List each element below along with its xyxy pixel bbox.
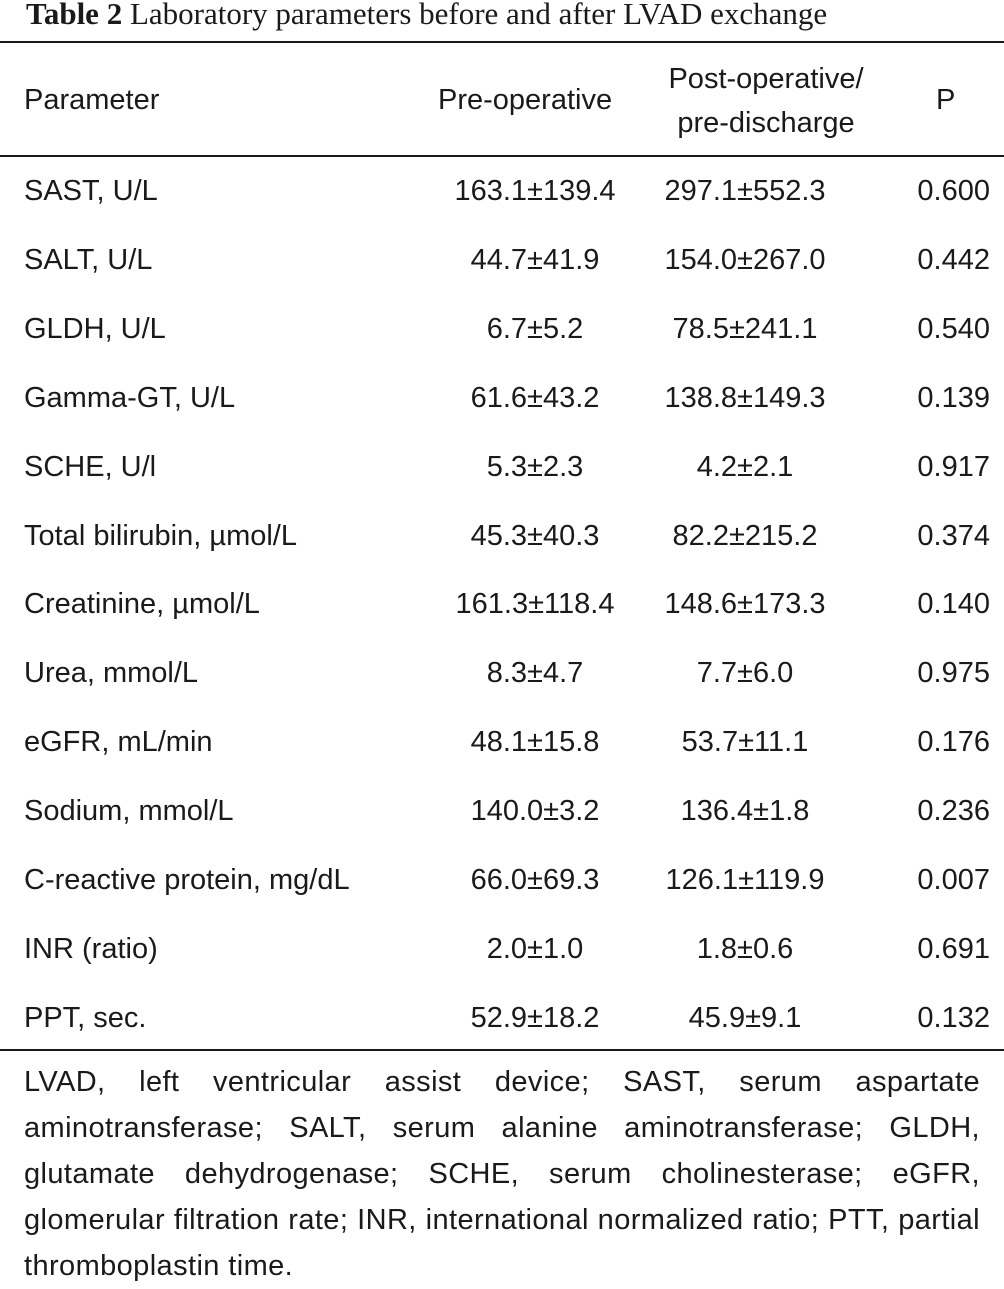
table-row (0, 433, 1004, 501)
table-row (0, 984, 1004, 1052)
cell-p-value: 0.132 (917, 1001, 990, 1034)
cell-parameter: SALT, U/L (24, 243, 153, 276)
cell-pre-operative: 2.0±1.0 (486, 932, 584, 965)
cell-p-value: 0.691 (917, 932, 990, 965)
cell-post-operative: 1.8±0.6 (696, 932, 794, 965)
cell-parameter: PPT, sec. (24, 1001, 147, 1034)
cell-post-operative: 136.4±1.8 (680, 795, 810, 828)
table-row (0, 226, 1004, 294)
cell-parameter: C-reactive protein, mg/dL (24, 864, 350, 896)
table-row (0, 708, 1004, 776)
cell-pre-operative: 48.1±15.8 (470, 726, 600, 759)
header-post-operative: Post-operative/ pre-discharge (668, 63, 864, 139)
cell-post-operative: 297.1±552.3 (664, 175, 826, 207)
cell-post-operative: 7.7±6.0 (696, 657, 794, 690)
table-label: Table 2 (26, 0, 123, 31)
cell-post-operative: 138.8±149.3 (664, 381, 826, 414)
cell-pre-operative: 5.3±2.3 (486, 450, 584, 483)
cell-p-value: 0.600 (917, 175, 990, 207)
cell-post-operative: 78.5±241.1 (672, 312, 818, 345)
cell-p-value: 0.975 (917, 657, 990, 690)
cell-post-operative: 45.9±9.1 (688, 1001, 802, 1034)
table-row (0, 846, 1004, 914)
cell-parameter: Total bilirubin, µmol/L (24, 519, 297, 552)
header-p-value: P (936, 84, 956, 116)
table-row (0, 777, 1004, 845)
cell-pre-operative: 61.6±43.2 (470, 381, 600, 414)
cell-pre-operative: 45.3±40.3 (470, 519, 600, 552)
cell-p-value: 0.139 (917, 381, 990, 414)
cell-parameter: SCHE, U/l (24, 450, 157, 483)
cell-pre-operative: 44.7±41.9 (470, 243, 600, 276)
table-row (0, 157, 1004, 225)
cell-p-value: 0.917 (917, 450, 990, 483)
cell-post-operative: 126.1±119.9 (665, 864, 825, 896)
cell-post-operative: 148.6±173.3 (664, 588, 826, 621)
top-rule (0, 41, 1004, 43)
cell-parameter: GLDH, U/L (24, 312, 166, 345)
header-parameter: Parameter (24, 84, 160, 116)
cell-p-value: 0.007 (917, 864, 990, 896)
bottom-rule (0, 1049, 1004, 1051)
table-caption (26, 0, 996, 34)
table-row (0, 639, 1004, 707)
cell-parameter: eGFR, mL/min (24, 726, 213, 759)
cell-post-operative: 82.2±215.2 (672, 519, 818, 552)
cell-pre-operative: 52.9±18.2 (470, 1001, 600, 1034)
cell-pre-operative: 6.7±5.2 (486, 312, 584, 345)
cell-p-value: 0.140 (917, 588, 990, 621)
cell-pre-operative: 140.0±3.2 (470, 795, 600, 828)
table-row (0, 364, 1004, 432)
cell-parameter: INR (ratio) (24, 932, 158, 965)
table-title: Laboratory parameters before and after LVAD exchange (129, 0, 828, 31)
cell-parameter: Urea, mmol/L (24, 657, 199, 690)
table-row (0, 570, 1004, 638)
cell-p-value: 0.442 (917, 243, 990, 276)
cell-p-value: 0.540 (917, 312, 990, 345)
cell-post-operative: 53.7±11.1 (681, 726, 809, 759)
cell-post-operative: 154.0±267.0 (664, 243, 826, 276)
cell-parameter: Creatinine, µmol/L (24, 588, 260, 621)
table-row (0, 915, 1004, 983)
cell-pre-operative: 66.0±69.3 (470, 864, 600, 896)
table-footnote: LVAD, left ventricular assist device; SAST, serum aspartate aminotransferase; SALT, serum alanine aminotransferase; GLDH, glutamate dehydrogenase; SCHE, serum cholinesterase; eGFR, glomerular filtration rate; INR, international normalized ratio; PTT, partial thromboplastin time. (24, 1066, 980, 1282)
cell-post-operative: 4.2±2.1 (696, 450, 794, 483)
cell-pre-operative: 161.3±118.4 (455, 588, 615, 621)
cell-parameter: Sodium, mmol/L (24, 795, 234, 828)
cell-parameter: Gamma-GT, U/L (24, 381, 236, 414)
cell-pre-operative: 163.1±139.4 (454, 175, 616, 207)
cell-parameter: SAST, U/L (24, 175, 158, 207)
cell-p-value: 0.176 (917, 726, 990, 759)
cell-p-value: 0.374 (917, 519, 990, 552)
table-row (0, 502, 1004, 570)
table-row (0, 295, 1004, 363)
header-pre-operative: Pre-operative (438, 84, 613, 116)
cell-p-value: 0.236 (917, 795, 990, 828)
cell-pre-operative: 8.3±4.7 (486, 657, 584, 690)
